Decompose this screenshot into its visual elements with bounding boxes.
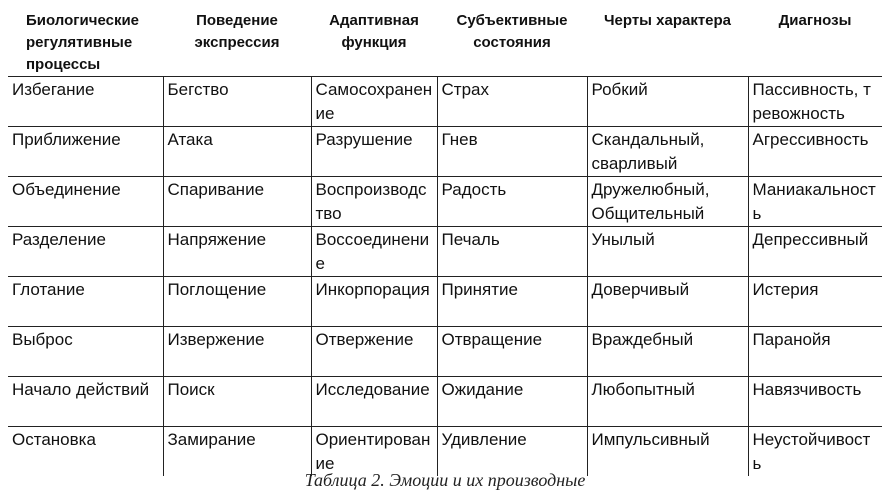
cell-state: Отвращение [437,327,587,377]
cell-trait: Скандальный, сварливый [587,127,748,177]
cell-process: Глотание [8,277,163,327]
header-diagnoses: Диагнозы [748,8,882,77]
cell-function: Ориентирование [311,427,437,477]
cell-process: Разделение [8,227,163,277]
cell-diagnosis: Паранойя [748,327,882,377]
table-row [8,327,882,377]
cell-state: Печаль [437,227,587,277]
cell-process: Приближение [8,127,163,177]
cell-diagnosis: Депрессивный [748,227,882,277]
cell-trait: Робкий [587,77,748,127]
cell-behavior: Спаривание [163,177,311,227]
cell-process: Начало действий [8,377,163,427]
cell-state: Страх [437,77,587,127]
cell-process: Выброс [8,327,163,377]
cell-function: Инкорпорация [311,277,437,327]
cell-process: Избегание [8,77,163,127]
cell-trait: Враждебный [587,327,748,377]
cell-behavior: Атака [163,127,311,177]
cell-state: Принятие [437,277,587,327]
cell-behavior: Поиск [163,377,311,427]
cell-state: Ожидание [437,377,587,427]
cell-state: Гнев [437,127,587,177]
cell-trait: Дружелюбный, Общительный [587,177,748,227]
header-regulatory-processes: Биологические регулятивные процессы [8,8,163,77]
table-row [8,427,882,477]
cell-behavior: Извержение [163,327,311,377]
cell-behavior: Замирание [163,427,311,477]
cell-behavior: Бегство [163,77,311,127]
cell-process: Остановка [8,427,163,477]
cell-function: Исследование [311,377,437,427]
cell-function: Отвержение [311,327,437,377]
table-row [8,227,882,277]
cell-state: Радость [437,177,587,227]
cell-trait: Импульсивный [587,427,748,477]
cell-diagnosis: Неустойчивость [748,427,882,477]
header-character-traits: Черты характера [587,8,748,77]
table-row [8,277,882,327]
table-row [8,377,882,427]
cell-process: Объединение [8,177,163,227]
cell-trait: Унылый [587,227,748,277]
table-row [8,127,882,177]
cell-trait: Любопытный [587,377,748,427]
cell-diagnosis: Пассивность, тревожность [748,77,882,127]
cell-diagnosis: Навязчивость [748,377,882,427]
table-row [8,77,882,127]
emotions-table [8,8,882,476]
header-behavior-expression: Поведение экспрессия [163,8,311,77]
table-row [8,177,882,227]
header-subjective-states: Субъективные состояния [437,8,587,77]
cell-state: Удивление [437,427,587,477]
cell-function: Разрушение [311,127,437,177]
cell-function: Самосохранение [311,77,437,127]
cell-diagnosis: Маниакальность [748,177,882,227]
cell-trait: Доверчивый [587,277,748,327]
cell-diagnosis: Агрессивность [748,127,882,177]
cell-function: Воссоединение [311,227,437,277]
cell-behavior: Напряжение [163,227,311,277]
table-header-row [8,8,882,77]
cell-diagnosis: Истерия [748,277,882,327]
cell-behavior: Поглощение [163,277,311,327]
header-adaptive-function: Адаптивная функция [311,8,437,77]
cell-function: Воспроизводство [311,177,437,227]
table-caption: Таблица 2. Эмоции и их производные [304,470,586,490]
